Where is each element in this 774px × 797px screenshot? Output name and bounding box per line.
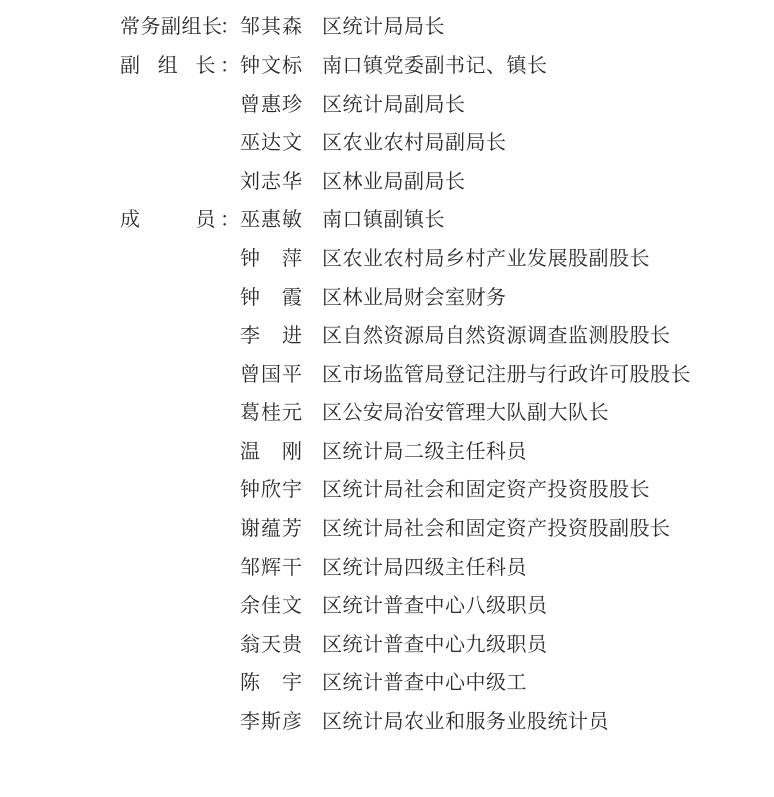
member-row	[0, 239, 774, 277]
member-row	[0, 663, 774, 701]
member-name: 钟萍	[240, 246, 302, 270]
member-row	[0, 470, 774, 508]
member-position: 区自然资源局自然资源调查监测股股长	[322, 323, 671, 347]
role-label: 常务副组长	[120, 14, 223, 38]
role-colon: ：	[220, 14, 240, 38]
member-position: 区统计普查中心中级工	[322, 670, 527, 694]
member-name: 余佳文	[240, 593, 302, 617]
member-row	[0, 123, 774, 161]
member-position: 南口镇副镇长	[322, 207, 445, 231]
member-name: 巫达文	[240, 130, 302, 154]
role-label: 副组长	[120, 53, 216, 77]
member-name: 曾国平	[240, 362, 302, 386]
member-position: 区统计局社会和固定资产投资股副股长	[322, 516, 671, 540]
member-row	[0, 548, 774, 586]
member-name: 钟欣宇	[240, 477, 302, 501]
member-name: 钟文标	[240, 53, 302, 77]
member-name: 温刚	[240, 439, 302, 463]
member-name: 李进	[240, 323, 302, 347]
member-row	[0, 46, 774, 84]
member-name: 邹其森	[240, 14, 302, 38]
member-position: 南口镇党委副书记、镇长	[322, 53, 548, 77]
member-row	[0, 702, 774, 740]
member-row	[0, 393, 774, 431]
member-name: 葛桂元	[240, 400, 302, 424]
member-name: 巫惠敏	[240, 207, 302, 231]
member-row	[0, 586, 774, 624]
member-position: 区统计局副局长	[322, 92, 466, 116]
member-row	[0, 162, 774, 200]
member-row	[0, 7, 774, 45]
member-row	[0, 509, 774, 547]
member-name: 刘志华	[240, 169, 302, 193]
member-position: 区市场监管局登记注册与行政许可股股长	[322, 362, 691, 386]
role-colon: ：	[220, 207, 240, 231]
member-position: 区统计普查中心九级职员	[322, 632, 548, 656]
member-position: 区农业农村局乡村产业发展股副股长	[322, 246, 650, 270]
member-row	[0, 278, 774, 316]
member-position: 区农业农村局副局长	[322, 130, 507, 154]
member-row	[0, 85, 774, 123]
member-row	[0, 432, 774, 470]
member-name: 曾惠珍	[240, 92, 302, 116]
member-name: 谢蕴芳	[240, 516, 302, 540]
member-position: 区统计局四级主任科员	[322, 555, 527, 579]
member-position: 区统计普查中心八级职员	[322, 593, 548, 617]
member-position: 区公安局治安管理大队副大队长	[322, 400, 609, 424]
role-label: 成员	[120, 207, 216, 231]
member-row	[0, 200, 774, 238]
member-position: 区林业局副局长	[322, 169, 466, 193]
member-row	[0, 316, 774, 354]
member-row	[0, 355, 774, 393]
role-colon: ：	[220, 53, 240, 77]
member-position: 区统计局社会和固定资产投资股股长	[322, 477, 650, 501]
member-name: 翁天贵	[240, 632, 302, 656]
member-position: 区统计局二级主任科员	[322, 439, 527, 463]
member-position: 区林业局财会室财务	[322, 285, 507, 309]
member-name: 钟霞	[240, 285, 302, 309]
member-position: 区统计局局长	[322, 14, 445, 38]
member-row	[0, 625, 774, 663]
member-position: 区统计局农业和服务业股统计员	[322, 709, 609, 733]
member-name: 李斯彦	[240, 709, 302, 733]
member-name: 陈宇	[240, 670, 302, 694]
member-name: 邹辉干	[240, 555, 302, 579]
